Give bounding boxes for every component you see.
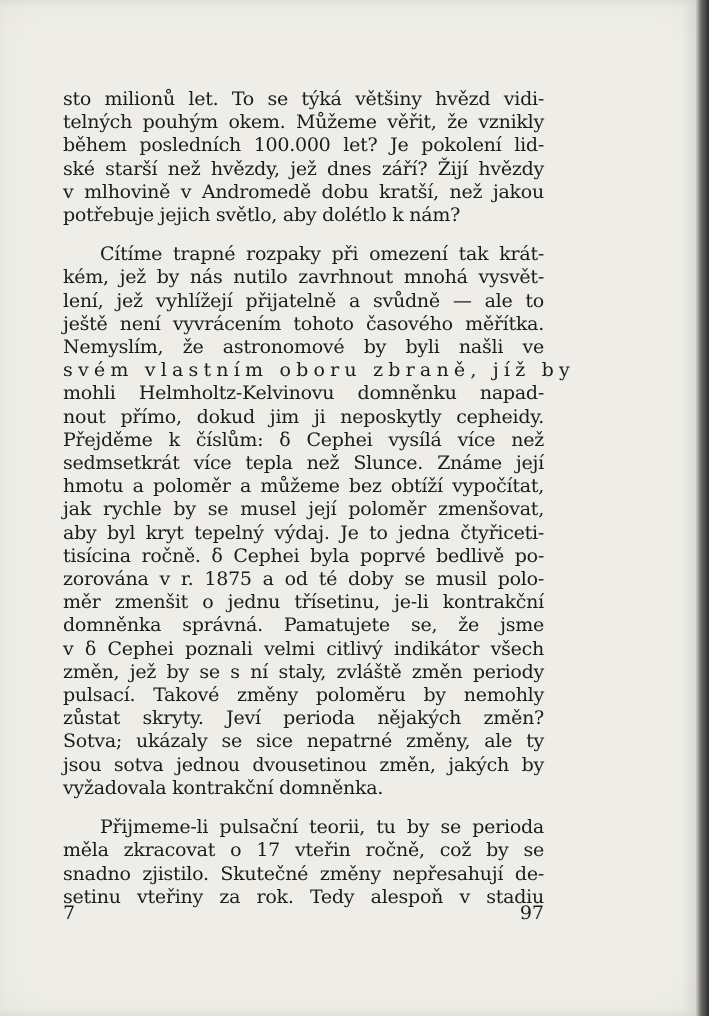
text-line: sedmsetkrát více tepla než Slunce. Známe její — [63, 452, 544, 475]
page-edge-shadow — [696, 0, 709, 1016]
text-line: potřebuje jejich světlo, aby dolétlo k nám? — [63, 204, 461, 227]
text-line: Přijmeme-li pulsační teorii, tu by se perioda — [100, 816, 544, 839]
text-line: měla zkracovat o 17 vteřin ročně, což by se — [63, 839, 544, 862]
text-line: zorována v r. 1875 a od té doby se musil polo- — [63, 568, 544, 591]
text-line: Cítíme trapné rozpaky při omezení tak krát- — [100, 243, 544, 266]
text-line: v δ Cephei poznali velmi citlivý indikátor všech — [63, 637, 544, 660]
text-line: jsou sotva jednou dvousetinou změn, jakých by — [63, 753, 544, 776]
text-line: lení, jež vyhlížejí přijatelně a svůdně — ale to — [63, 289, 544, 312]
text-line: Sotva; ukázaly se sice nepatrné změny, ale ty — [63, 730, 544, 753]
text-line: jak rychle by se musel její poloměr zmenšovat, — [63, 498, 544, 521]
body-text — [63, 88, 575, 909]
text-line: mohli Helmholtz-Kelvinovu domněnku napad- — [63, 382, 544, 405]
text-line: nout přímo, dokud jim ji neposkytly cepheidy. — [63, 405, 544, 428]
text-line: vyžadovala kontrakční domněnka. — [63, 776, 384, 799]
text-line: sto milionů let. To se týká většiny hvězd vidi- — [63, 88, 544, 110]
text-line: změn, jež by se s ní staly, zvláště změn periody — [63, 660, 544, 683]
text-line: domněnka správná. Pamatujete se, že jsme — [63, 614, 544, 637]
signature-mark: 7 — [63, 902, 76, 924]
text-line: ské starší než hvězdy, jež dnes září? Žijí hvězdy — [63, 157, 544, 180]
paragraph-1 — [63, 88, 544, 227]
paragraph-gap — [63, 800, 544, 816]
text-line: zůstat skryty. Jeví perioda nějakých změn? — [63, 707, 544, 730]
text-line: Přejděme k číslům: δ Cephei vysílá více než — [63, 428, 544, 451]
text-line: pulsací. Takové změny poloměru by nemohly — [63, 684, 544, 707]
paragraph-2 — [63, 243, 575, 800]
text-line: telných pouhým okem. Můžeme věřit, že vznikly — [63, 111, 544, 134]
text-line: hmotu a poloměr a můžeme bez obtíží vypočítat, — [63, 475, 544, 498]
paragraph-3 — [63, 816, 544, 909]
text-line: setinu vteřiny za rok. Tedy alespoň v stadiu — [63, 885, 544, 908]
page-number: 97 — [519, 902, 544, 924]
text-line-spaced: svém vlastním oboru zbraně, jíž by — [63, 359, 575, 382]
paragraph-gap — [63, 227, 544, 243]
text-line: tisícina ročně. δ Cephei byla poprvé bedlivě po- — [63, 544, 544, 567]
text-line: snadno zjistilo. Skutečné změny nepřesahují de- — [63, 862, 544, 885]
text-line: kém, jež by nás nutilo zavrhnout mnohá vysvět- — [63, 266, 544, 289]
text-line: ještě není vyvrácením tohoto časového měřítka. — [63, 312, 544, 335]
text-line: během posledních 100.000 let? Je pokolení lid- — [63, 134, 544, 157]
text-line: Nemyslím, že astronomové by byli našli ve — [63, 336, 544, 359]
text-line: v mlhovině v Andromedě dobu kratší, než jakou — [63, 180, 544, 203]
text-line: aby byl kryt tepelný výdaj. Je to jedna čtyřiceti- — [63, 521, 544, 544]
text-line: měr zmenšit o jednu třísetinu, je-li kontrakční — [63, 591, 544, 614]
